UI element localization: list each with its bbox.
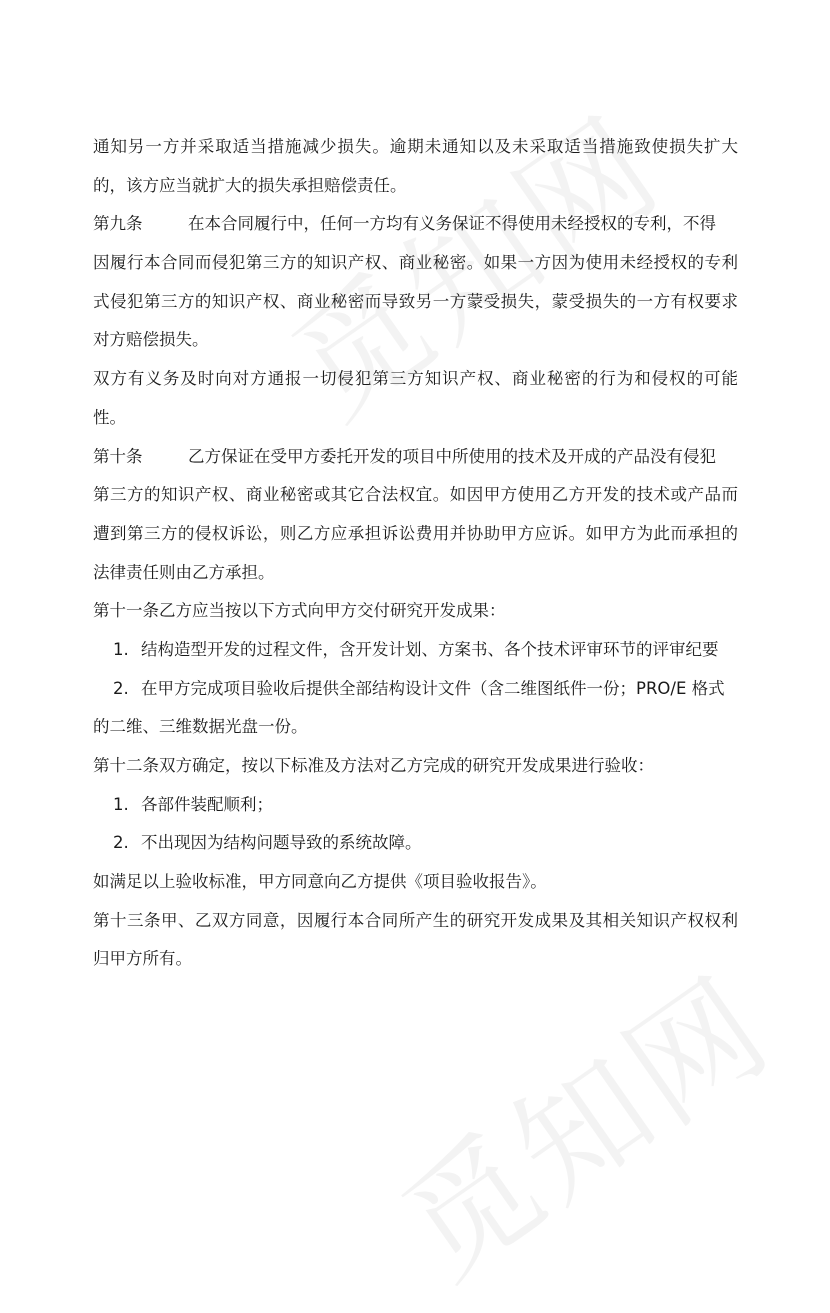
paragraph-line: 双方有义务及时向对方通报一切侵犯第三方知识产权、商业秘密的行为和侵权的可能	[93, 369, 738, 389]
watermark-lower	[360, 926, 801, 1313]
list-text: 在甲方完成项目验收后提供全部结构设计文件（含二维图纸件一份；PRO/E 格式	[141, 678, 725, 698]
list-text: 不出现因为结构问题导致的系统故障。	[141, 833, 422, 853]
paragraph-line: 对方赔偿损失。	[93, 330, 209, 350]
paragraph-line: 性。	[93, 407, 126, 427]
list-number: 1.	[113, 794, 129, 814]
document-body	[93, 128, 738, 979]
article-9-line	[93, 205, 738, 244]
list-text: 各部件装配顺利；	[141, 794, 273, 814]
article-12-heading: 第十二条双方确定，按以下标准及方法对乙方完成的研究开发成果进行验收：	[93, 756, 654, 775]
article-11-heading: 第十一条乙方应当按以下方式向甲方交付研究开发成果：	[93, 601, 506, 621]
list-number: 2.	[113, 678, 129, 698]
list-item	[93, 631, 738, 670]
paragraph-line: 式侵犯第三方的知识产权、商业秘密而导致另一方蒙受损失，蒙受损失的一方有权要求	[93, 291, 738, 311]
list-number: 2.	[113, 833, 129, 853]
article-9-text: 在本合同履行中，任何一方均有义务保证不得使用未经授权的专利，不得	[188, 214, 716, 234]
paragraph-line: 第三方的知识产权、商业秘密或其它合法权宜。如因甲方使用乙方开发的技术或产品而	[93, 485, 738, 505]
paragraph-line: 遭到第三方的侵权诉讼，则乙方应承担诉讼费用并协助甲方应诉。如甲方为此而承担的	[93, 523, 738, 543]
paragraph-line: 的二维、三维数据光盘一份。	[93, 717, 308, 737]
paragraph-line: 的，该方应当就扩大的损失承担赔偿责任。	[93, 175, 407, 195]
list-number: 1.	[113, 639, 129, 659]
paragraph-line: 归甲方所有。	[93, 949, 192, 969]
article-10-text: 乙方保证在受甲方委托开发的项目中所使用的技术及开成的产品没有侵犯	[188, 446, 716, 466]
article-13-line: 第十三条甲、乙双方同意，因履行本合同所产生的研究开发成果及其相关知识产权权利	[93, 910, 738, 930]
article-10-label: 第十条	[93, 446, 143, 466]
paragraph-line: 法律责任则由乙方承担。	[93, 562, 275, 582]
list-text: 结构造型开发的过程文件，含开发计划、方案书、各个技术评审环节的评审纪要	[141, 639, 719, 659]
paragraph-line: 通知另一方并采取适当措施减少损失。逾期未通知以及未采取适当措施致使损失扩大	[93, 137, 738, 156]
paragraph-line: 如满足以上验收标准，甲方同意向乙方提供《项目验收报告》。	[93, 872, 547, 892]
paragraph-line: 因履行本合同而侵犯第三方的知识产权、商业秘密。如果一方因为使用未经授权的专利	[93, 253, 738, 273]
list-item	[93, 670, 738, 709]
list-item	[93, 786, 738, 825]
article-10-line	[93, 438, 738, 477]
list-item	[93, 824, 738, 863]
article-9-label: 第九条	[93, 214, 143, 234]
